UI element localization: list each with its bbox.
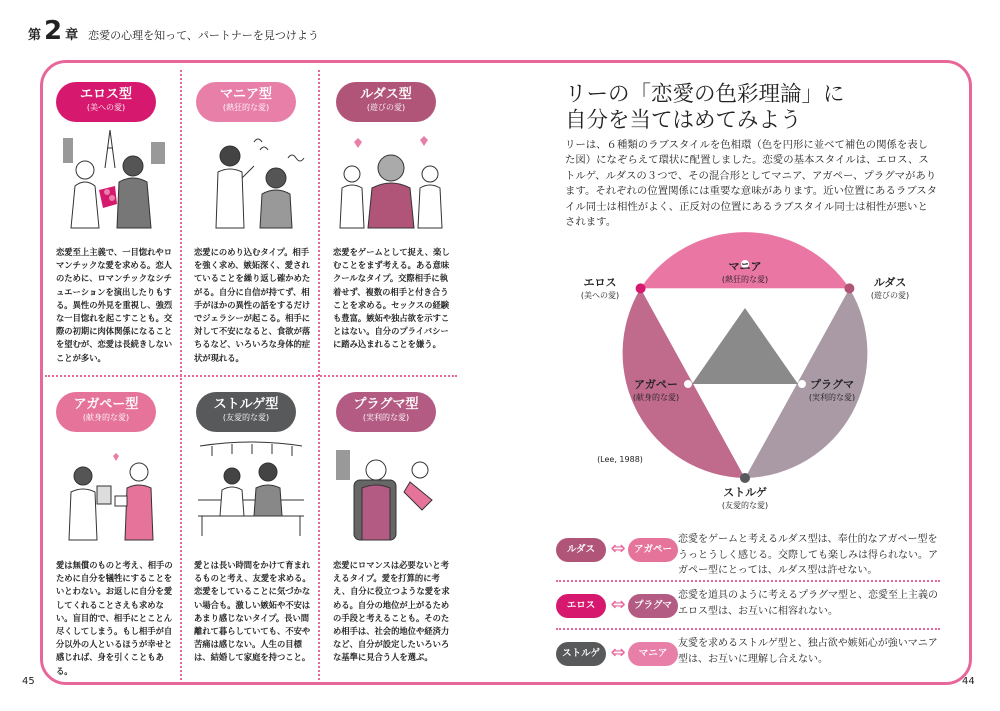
bidirectional-arrow-icon: ⇔ bbox=[610, 594, 626, 615]
relation-pill-left: ルダス bbox=[556, 538, 606, 562]
wheel-label-pragma: プラグマ bbox=[810, 378, 854, 391]
wheel-sublabel-eros: (美への愛) bbox=[580, 291, 620, 300]
type-name: エロス型 bbox=[79, 87, 132, 102]
wheel-label-agape: アガペー bbox=[634, 378, 678, 391]
type-description-eros: 恋愛至上主義で、一目惚れやロマンチックな愛を求める。恋人のために、ロマンチックなシチュエーションを演出したりもする。異性の外見を重視し、強烈な一目惚れを起こすことも。交際の初期に肉体関係になることを望むが、恋愛は長続きしないことが多い。 bbox=[56, 247, 173, 363]
chapter-number: 2 bbox=[44, 16, 63, 46]
page-number-left: 45 bbox=[22, 676, 35, 687]
relation-pill-right: プラグマ bbox=[628, 594, 678, 618]
type-badge-agape bbox=[56, 392, 156, 432]
wheel-sublabel-agape: (献身的な愛) bbox=[632, 393, 680, 402]
type-badge-pragma bbox=[336, 392, 436, 432]
relation-row bbox=[556, 588, 944, 624]
type-subtitle: (友愛的な愛) bbox=[222, 413, 270, 422]
wheel-node-eros bbox=[636, 283, 646, 293]
type-badge-eros bbox=[56, 82, 156, 122]
type-description-storge: 愛とは長い時間をかけて育まれるものと考え、友愛を求める。恋愛をしていることに気づかない場合も。激しい嫉妬や不安はあまり感じないタイプ。長い間離れて暮らしていても、不安や苦痛は感じない。人生の目標は、結婚して家庭を持つこと。 bbox=[194, 560, 311, 663]
type-description-mania: 恋愛にのめり込むタイプ。相手を強く求め、嫉妬深く、愛されていることを繰り返し確かめたがる。自分に自信が持てず、相手がほかの異性の話をするだけでジェラシーが起こる。相手に対して不安になると、食欲が落ちるなど、いろいろな身体的症状が現れる。 bbox=[194, 247, 311, 363]
type-badge-storge bbox=[196, 392, 296, 432]
wheel-label-ludus: ルダス bbox=[873, 276, 907, 289]
mania-illustration bbox=[192, 128, 310, 233]
row-divider bbox=[45, 375, 457, 377]
section-title-line2: 自分を当てはめてみよう bbox=[565, 108, 802, 133]
type-name: プラグマ型 bbox=[353, 397, 419, 412]
relation-text: 恋愛を道具のように考えるプラグマ型と、恋愛至上主義のエロス型は、お互いに相容れない。 bbox=[678, 590, 938, 617]
wheel-label-mania: マニア bbox=[728, 260, 762, 273]
relation-row bbox=[556, 532, 944, 576]
type-description-ludus: 恋愛をゲームとして捉え、楽しむことをまず考える。ある意味クールなタイプ。交際相手に執着せず、複数の相手と付き合うことを求める。セックスの経験も豊富。嫉妬や独占欲を示すことはない。自分のプライバシーに踏み込まれることを嫌う。 bbox=[333, 247, 450, 350]
page-number-right: 44 bbox=[962, 676, 975, 687]
agape-illustration bbox=[55, 440, 173, 545]
wheel-sublabel-ludus: (遊びの愛) bbox=[870, 291, 910, 300]
relation-row bbox=[556, 636, 944, 672]
type-name: マニア型 bbox=[219, 87, 272, 102]
relation-pill-right: アガペー bbox=[628, 538, 678, 562]
chapter-suffix: 章 bbox=[65, 28, 79, 43]
wheel-node-pragma bbox=[798, 380, 806, 388]
relation-divider bbox=[556, 628, 940, 630]
wheel-label-storge: ストルゲ bbox=[723, 486, 767, 499]
relation-text: 友愛を求めるストルゲ型と、独占欲や嫉妬心が強いマニア型は、お互いに理解し合えない。 bbox=[678, 638, 938, 665]
relation-divider bbox=[556, 580, 940, 582]
wheel-node-ludus bbox=[844, 283, 854, 293]
ludus-illustration bbox=[332, 128, 450, 233]
type-subtitle: (美への愛) bbox=[86, 103, 126, 112]
relation-pill-left: ストルゲ bbox=[556, 642, 606, 666]
wheel-sublabel-mania: (熱狂的な愛) bbox=[721, 275, 769, 284]
color-wheel-diagram bbox=[560, 230, 950, 530]
type-name: ストルゲ型 bbox=[213, 397, 279, 412]
eros-illustration bbox=[55, 128, 173, 233]
relation-text: 恋愛をゲームと考えるルダス型は、奉仕的なアガペー型をうっとうしく感じる。交際しても楽しみは得られない。アガペー型にとっては、ルダス型は許せない。 bbox=[678, 534, 938, 576]
type-description-pragma: 恋愛にロマンスは必要ないと考えるタイプ。愛を打算的に考え、自分に役立つような愛を求める。自分の地位が上がるための手段と考えることも。そのため相手は、社会的地位や経済力など、自分が設定したいろいろな基準に見合う人を選ぶ。 bbox=[333, 560, 450, 663]
section-title-line1: リーの「恋愛の色彩理論」に bbox=[565, 82, 845, 107]
pragma-illustration bbox=[332, 440, 450, 545]
wheel-citation: (Lee, 1988) bbox=[597, 455, 643, 464]
storge-illustration bbox=[192, 440, 310, 545]
type-description-agape: 愛は無償のものと考え、相手のために自分を犠牲にすることをいとわない。お返しに自分を愛してくれることさえも求めない。盲目的で、相手にとことん尽くしてしまう。もし相手が自分以外の人といるほうが幸せと感じれば、身を引くこともある。 bbox=[56, 560, 173, 676]
section-description: リーは、６種類のラブスタイルを色相環（色を円形に並べて補色の関係を表した図）になぞらえて環状に配置しました。恋愛の基本スタイルは、エロス、ストルゲ、ルダスの３つで、その混合形としてマニア、アガペー、プラグマがあります。それぞれの位置関係には重要な意味があります。近い位置にあるラブスタイル同士は相性がよく、正反対の位置にあるラブスタイル同士は相性が悪いとされます。 bbox=[565, 139, 937, 229]
chapter-prefix: 第 bbox=[28, 28, 42, 43]
wheel-label-eros: エロス bbox=[583, 276, 617, 289]
wheel-node-storge bbox=[740, 473, 750, 483]
type-badge-ludus bbox=[336, 82, 436, 122]
type-subtitle: (遊びの愛) bbox=[366, 103, 406, 112]
relation-pill-right: マニア bbox=[628, 642, 678, 666]
wheel-node-agape bbox=[684, 380, 692, 388]
relation-pill-left: エロス bbox=[556, 594, 606, 618]
wheel-sublabel-storge: (友愛的な愛) bbox=[721, 501, 769, 510]
bidirectional-arrow-icon: ⇔ bbox=[610, 538, 626, 559]
type-subtitle: (献身的な愛) bbox=[82, 413, 130, 422]
type-subtitle: (熱狂的な愛) bbox=[222, 103, 270, 112]
bidirectional-arrow-icon: ⇔ bbox=[610, 642, 626, 663]
chapter-header bbox=[28, 18, 319, 48]
type-name: アガペー型 bbox=[73, 397, 139, 412]
type-badge-mania bbox=[196, 82, 296, 122]
wheel-sublabel-pragma: (実利的な愛) bbox=[808, 393, 856, 402]
type-name: ルダス型 bbox=[360, 87, 412, 102]
section-title bbox=[565, 82, 945, 134]
type-subtitle: (実利的な愛) bbox=[362, 413, 410, 422]
chapter-title: 恋愛の心理を知って、パートナーを見つけよう bbox=[88, 29, 319, 42]
